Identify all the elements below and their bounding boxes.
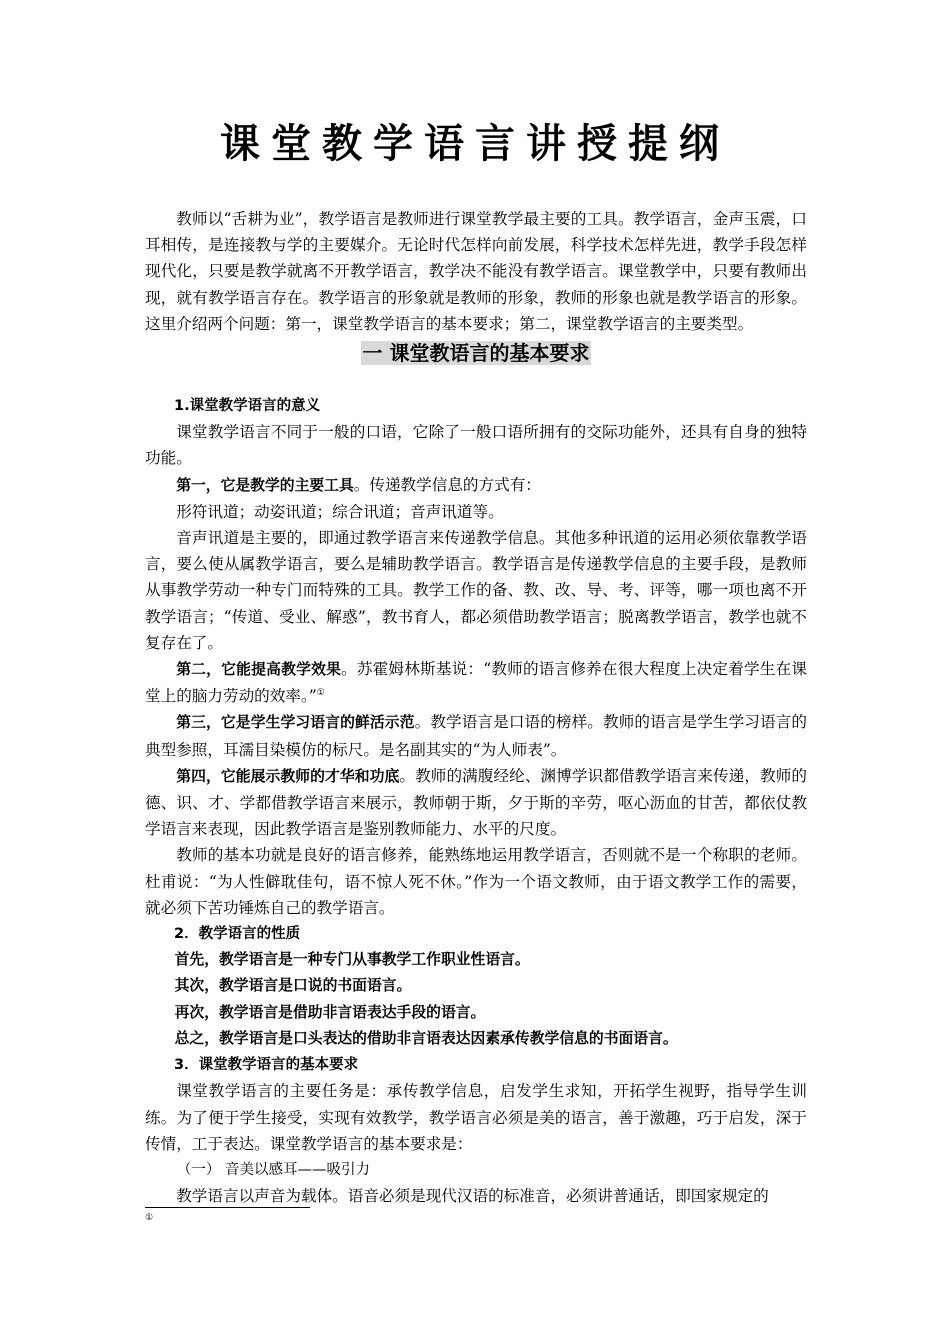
document-title: 课堂教学语言讲授提纲	[220, 120, 730, 167]
nature-line-4: 总之，教学语言是口头表达的借助非言语表达因素承传教学信息的书面语言。	[174, 1029, 678, 1047]
second-point-text: 。苏霍姆林斯基说：“教师的语言修养在很大程度上决定着学生在课堂上的脑力劳动的效率。”	[145, 660, 807, 706]
sub-heading-sound: （一） 音美以感耳——吸引力	[176, 1161, 370, 1178]
paragraph-voice: 教学语言以声音为载体。语音必须是现代汉语的标准音，必须讲普通话，即国家规定的	[176, 1187, 769, 1206]
paragraph-basic-skill: 教师的基本功就是良好的语言修养，能熟练地运用教学语言，否则就不是一个称职的老师。杜甫说：“为人性僻耽佳句，语不惊人死不休。”作为一个语文教师，由于语文教学工作的需要，就必须下苦功锤炼自己的教学语言。	[145, 846, 807, 917]
section-heading-text: 一 课堂教语言的基本要求	[362, 341, 590, 366]
section-heading	[145, 339, 807, 367]
paragraph-significance: 课堂教学语言不同于一般的口语，它除了一般口语所拥有的交际功能外，还具有自身的独特功能。	[145, 423, 807, 468]
fourth-point-bold: 第四，它能展示教师的才华和功底	[176, 767, 400, 785]
subsection-heading-2: 2．教学语言的性质	[174, 926, 301, 943]
paragraph-sound-channel: 音声讯道是主要的，即通过教学语言来传递教学信息。其他多种讯道的运用必须依靠教学语言，要么使从属教学语言，要么是辅助教学语言。教学语言是传递教学信息的主要手段，是教师从事教学劳动一种专门而特殊的工具。教学工作的备、教、改、导、考、评等，哪一项也离不开教学语言；“传道、受业、解惑”，教书育人，都必须借助教学语言；脱离教学语言，教学也就不复存在了。	[145, 529, 807, 652]
paragraph-channels: 形符讯道；动姿讯道；综合讯道；音声讯道等。	[176, 502, 504, 521]
subsection-heading-3: 3．课堂教学语言的基本要求	[174, 1057, 359, 1074]
nature-line-3: 再次，教学语言是借助非言语表达手段的语言。	[174, 1003, 486, 1021]
nature-line-1: 首先，教学语言是一种专门从事教学工作职业性语言。	[174, 951, 530, 969]
paragraph-third-point	[145, 709, 807, 762]
paragraph-first-point	[145, 472, 807, 499]
first-point-text: 。传递教学信息的方式有：	[353, 475, 541, 494]
third-point-text: 。教学语言是口语的榜样。教师的语言是学生学习语言的典型参照，耳濡目染模仿的标尺。是名副其实的“为人师表”。	[145, 713, 807, 759]
paragraph-fourth-point	[145, 763, 807, 843]
footnote-mark: ①	[145, 1213, 154, 1223]
document-body	[145, 206, 807, 1209]
second-point-bold: 第二，它能提高教学效果	[176, 661, 342, 679]
third-point-bold: 第三，它是学生学习语言的鲜活示范	[176, 714, 415, 732]
nature-line-2: 其次，教学语言是口说的书面语言。	[174, 977, 412, 995]
footnote-reference[interactable]: ①	[316, 688, 325, 699]
subsection-heading-1: 1.课堂教学语言的意义	[174, 398, 321, 415]
footnote-divider	[145, 1207, 310, 1208]
first-point-bold: 第一，它是教学的主要工具	[176, 476, 354, 494]
fourth-point-text: 。教师的满腹经纶、渊博学识都借教学语言来传递，教师的德、识、才、学都借教学语言来展示，教师朝于斯，夕于斯的辛劳，呕心沥血的甘苦，都依仗教学语言来表现，因此教学语言是鉴别教师能力、水平的尺度。	[145, 766, 807, 839]
paragraph-second-point	[145, 656, 807, 709]
paragraph-requirements: 课堂教学语言的主要任务是：承传教学信息，启发学生求知，开拓学生视野，指导学生训练。为了便于学生接受，实现有效教学，教学语言必须是美的语言，善于激趣，巧于启发，深于传情，工于表达。课堂教学语言的基本要求是：	[145, 1082, 807, 1153]
intro-paragraph: 教师以“舌耕为业”，教学语言是教师进行课堂教学最主要的工具。教学语言，金声玉震，口耳相传，是连接教与学的主要媒介。无论时代怎样向前发展，科学技术怎样先进，教学手段怎样现代化，只要是教学就离不开教学语言，教学决不能没有教学语言。课堂教学中，只要有教师出现，就有教学语言存在。教学语言的形象就是教师的形象，教师的形象也就是教学语言的形象。这里介绍两个问题：第一，课堂教学语言的基本要求；第二，课堂教学语言的主要类型。	[145, 210, 807, 333]
